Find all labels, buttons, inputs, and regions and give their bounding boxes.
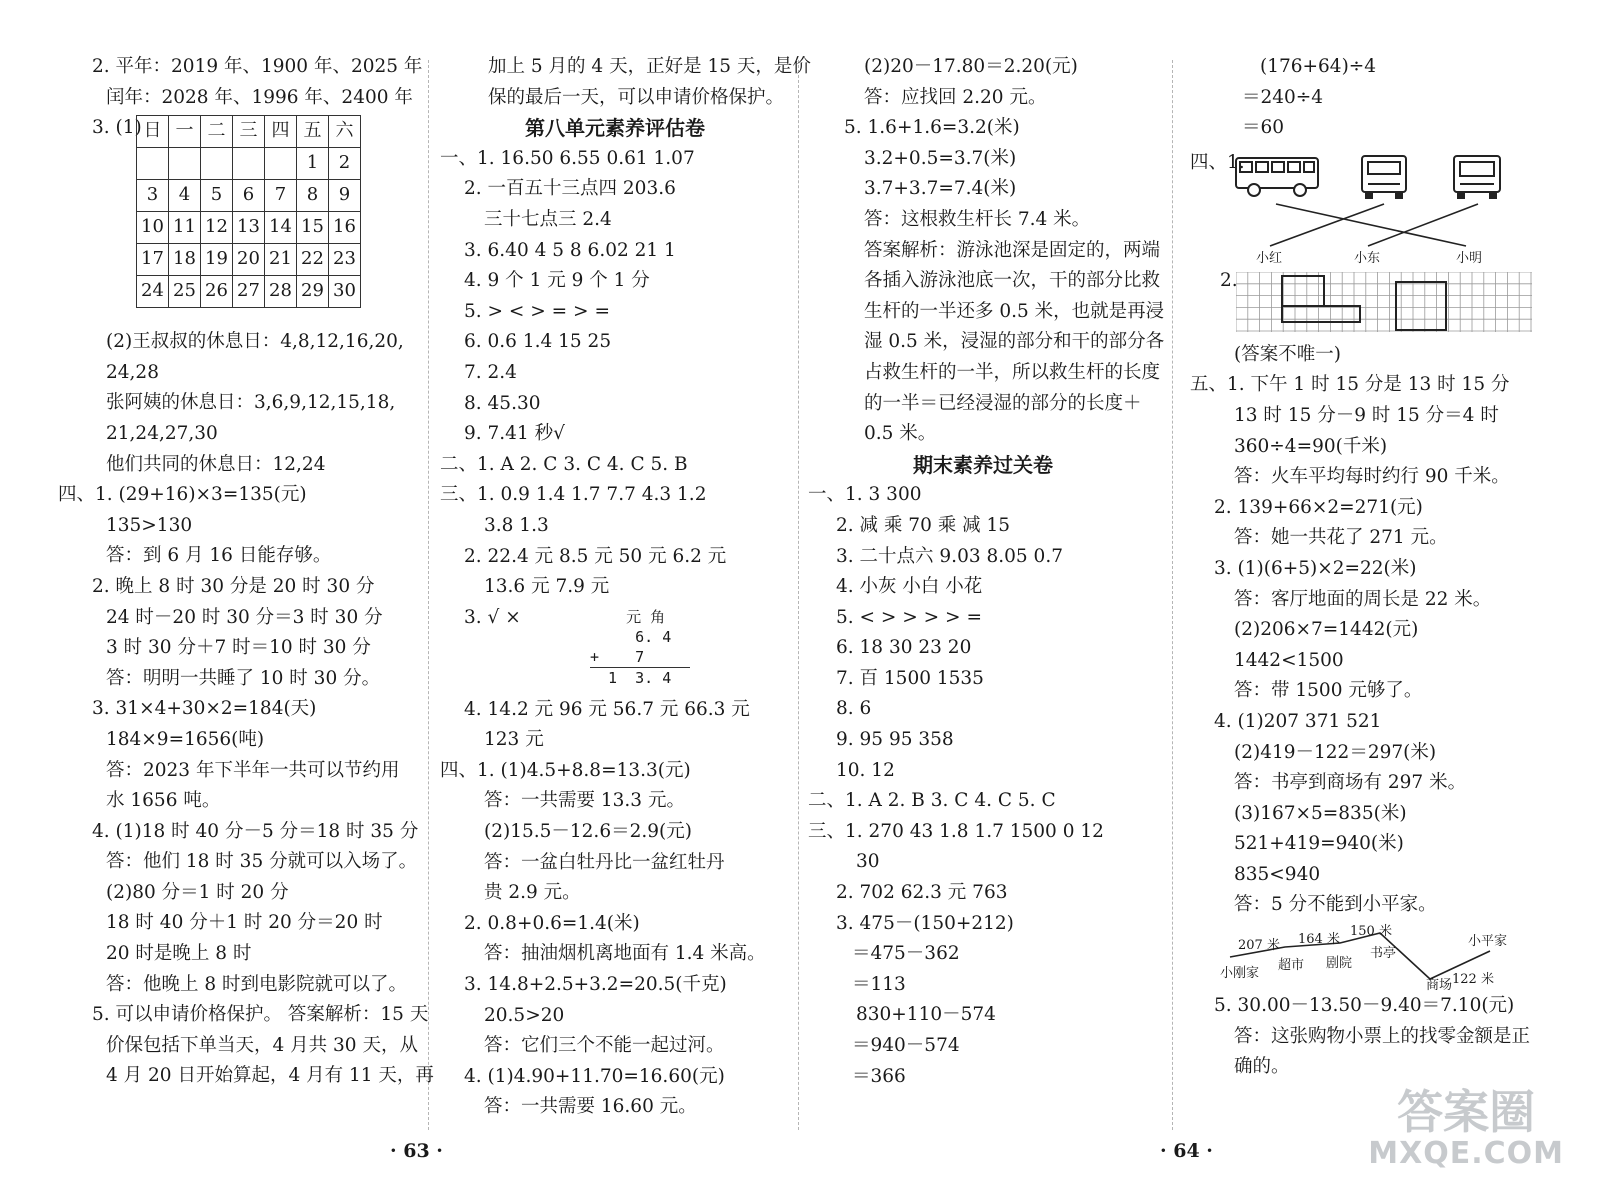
text-line: 6. 18 30 23 20 bbox=[836, 637, 972, 659]
calendar-cell: 30 bbox=[329, 276, 361, 308]
text-line: 135>130 bbox=[106, 514, 193, 536]
text-line: 占救生杆的一半，所以救生杆的长度 bbox=[864, 361, 1161, 383]
route-label: 商场 bbox=[1426, 978, 1453, 992]
calendar-header: 三 bbox=[233, 116, 265, 148]
rectangle-shape bbox=[1282, 276, 1324, 306]
text-line: 4. (1)207 371 521 bbox=[1214, 710, 1382, 732]
calendar-header: 日 bbox=[137, 116, 169, 148]
calendar-cell: 6 bbox=[233, 180, 265, 212]
text-line: 保的最后一天，可以申请价格保护。 bbox=[488, 86, 785, 108]
text-line: 5. 可以申请价格保护。 答案解析：15 天 bbox=[92, 1004, 429, 1026]
text-line: 1442<1500 bbox=[1234, 649, 1344, 671]
text-line: 水 1656 吨。 bbox=[106, 790, 221, 812]
text-line: 答：这根救生杆长 7.4 米。 bbox=[864, 208, 1091, 230]
match-name: 小红 bbox=[1256, 250, 1283, 264]
text-line: 3. (1) bbox=[92, 117, 142, 139]
calendar-header-row bbox=[137, 116, 361, 148]
text-line: 3. 31×4+30×2=184(天) bbox=[92, 698, 317, 720]
calendar-header: 二 bbox=[201, 116, 233, 148]
calendar-cell: 2 bbox=[329, 148, 361, 180]
text-line: ＝60 bbox=[1242, 117, 1285, 139]
text-line: (2)80 分＝1 时 20 分 bbox=[106, 881, 289, 903]
text-line: 确的。 bbox=[1234, 1056, 1290, 1078]
calendar-cell: 11 bbox=[169, 212, 201, 244]
text-line: 24,28 bbox=[106, 361, 159, 383]
text-line: 2. 晚上 8 时 30 分是 20 时 30 分 bbox=[92, 575, 375, 597]
text-line: 2. 22.4 元 8.5 元 50 元 6.2 元 bbox=[464, 545, 727, 567]
text-line: 5. 1.6+1.6=3.2(米) bbox=[844, 117, 1020, 139]
text-line: 7. 百 1500 1535 bbox=[836, 667, 984, 689]
text-line: 4. (1)4.90+11.70=16.60(元) bbox=[464, 1065, 725, 1087]
page-number: · 64 · bbox=[1160, 1140, 1213, 1162]
calendar-cell bbox=[137, 148, 169, 180]
text-line: 8. 6 bbox=[836, 698, 872, 720]
calendar-cell: 24 bbox=[137, 276, 169, 308]
route-label: 超市 bbox=[1278, 958, 1305, 974]
calendar-row bbox=[137, 180, 361, 212]
grid-figure bbox=[1190, 266, 1560, 340]
text-line: 答：2023 年下半年一共可以节约用 bbox=[106, 759, 400, 781]
text-line: 答：它们三个不能一起过河。 bbox=[484, 1035, 725, 1057]
calendar-cell: 25 bbox=[169, 276, 201, 308]
text-line: 各插入游泳池底一次，干的部分比救 bbox=[864, 270, 1161, 292]
text-line: (2)206×7=1442(元) bbox=[1234, 619, 1419, 641]
text-line: 答：一共需要 16.60 元。 bbox=[484, 1096, 697, 1118]
text-line: 答：明明一共睡了 10 时 30 分。 bbox=[106, 667, 381, 689]
text-line: 521+419=940(米) bbox=[1234, 833, 1404, 855]
calendar-cell: 4 bbox=[169, 180, 201, 212]
watermark-url: MXQE.COM bbox=[1368, 1136, 1564, 1171]
text-line: 2. 139+66×2=271(元) bbox=[1214, 496, 1423, 518]
text-line: 加上 5 月的 4 天，正好是 15 天，是价 bbox=[488, 56, 811, 77]
page-number: · 63 · bbox=[390, 1140, 443, 1162]
text-line: 360÷4=90(千米) bbox=[1234, 435, 1388, 457]
column-divider bbox=[428, 60, 429, 1130]
text-line: (3)167×5=835(米) bbox=[1234, 802, 1407, 824]
calendar-table bbox=[136, 115, 361, 308]
route-label: 122 米 bbox=[1452, 972, 1494, 988]
calendar-cell: 17 bbox=[137, 244, 169, 276]
bus-front-icon bbox=[1362, 156, 1406, 198]
text-line: 答：应找回 2.20 元。 bbox=[864, 86, 1047, 108]
text-line: (2)419－122＝297(米) bbox=[1234, 741, 1437, 763]
vertical-calc-block bbox=[440, 603, 810, 695]
route-label: 150 米 bbox=[1350, 924, 1392, 940]
vertical-calculation bbox=[590, 607, 690, 688]
calendar-cell: 20 bbox=[233, 244, 265, 276]
text-line: 三、1. 0.9 1.4 1.7 7.7 4.3 1.2 bbox=[440, 484, 707, 506]
text-line: ＝240÷4 bbox=[1242, 86, 1324, 108]
calendar-cell bbox=[233, 148, 265, 180]
text-line: 张阿姨的休息日：3,6,9,12,15,18, bbox=[106, 392, 396, 414]
text-line: 20 时是晚上 8 时 bbox=[106, 943, 252, 965]
text-line: 答：书亭到商场有 297 米。 bbox=[1234, 772, 1467, 794]
text-line: 123 元 bbox=[484, 729, 544, 751]
calendar-cell: 22 bbox=[297, 244, 329, 276]
text-line: 答：抽油烟机离地面有 1.4 米高。 bbox=[484, 943, 766, 965]
text-line: 3 时 30 分＋7 时＝10 时 30 分 bbox=[106, 637, 371, 659]
text-line: 4. 14.2 元 96 元 56.7 元 66.3 元 bbox=[464, 698, 750, 720]
text-line: (2)王叔叔的休息日：4,8,12,16,20, bbox=[106, 331, 404, 353]
text-line: 184×9=1656(吨) bbox=[106, 728, 265, 750]
calendar-row bbox=[137, 244, 361, 276]
route-label: 剧院 bbox=[1326, 956, 1353, 972]
calendar-cell: 27 bbox=[233, 276, 265, 308]
text-line: (答案不唯一) bbox=[1234, 343, 1341, 365]
grid-lines bbox=[1236, 272, 1532, 332]
watermark-text: 答案圈 bbox=[1397, 1085, 1536, 1139]
text-line: 3. 二十点六 9.03 8.05 0.7 bbox=[836, 545, 1063, 567]
matching-lines bbox=[1270, 204, 1478, 246]
calendar-cell: 9 bbox=[329, 180, 361, 212]
text-line: 3. (1)(6+5)×2=22(米) bbox=[1214, 557, 1417, 579]
calendar-cell: 1 bbox=[297, 148, 329, 180]
column-2 bbox=[440, 52, 810, 1123]
calc-row: 元 角 bbox=[590, 607, 666, 626]
text-line: 13.6 元 7.9 元 bbox=[484, 576, 610, 598]
text-line: 4. 9 个 1 元 9 个 1 分 bbox=[464, 270, 650, 292]
text-line: (2)20－17.80＝2.20(元) bbox=[864, 56, 1078, 77]
match-line bbox=[1270, 204, 1384, 246]
text-line: 2. 一百五十三点四 203.6 bbox=[464, 178, 676, 200]
text-line: 答：这张购物小票上的找零金额是正 bbox=[1234, 1025, 1531, 1047]
text-line: 四、1. (29+16)×3=135(元) bbox=[58, 484, 307, 506]
text-line: 闰年：2028 年、1996 年、2400 年 bbox=[106, 86, 413, 108]
text-line: 20.5>20 bbox=[484, 1004, 565, 1026]
text-line: 答：他晚上 8 时到电影院就可以了。 bbox=[106, 973, 408, 995]
text-line: 10. 12 bbox=[836, 759, 895, 781]
calendar-cell: 5 bbox=[201, 180, 233, 212]
text-line: 3. 475－(150+212) bbox=[836, 912, 1014, 934]
calendar-header: 五 bbox=[297, 116, 329, 148]
calc-row: 6. 4 bbox=[590, 627, 672, 646]
calendar-cell: 21 bbox=[265, 244, 297, 276]
calendar-cell: 28 bbox=[265, 276, 297, 308]
text-line: 二、1. A 2. B 3. C 4. C 5. C bbox=[808, 790, 1056, 812]
text-line: 答：她一共花了 271 元。 bbox=[1234, 527, 1448, 549]
column-3 bbox=[808, 52, 1178, 1092]
text-line: 四、1. bbox=[1190, 151, 1245, 173]
calendar-cell bbox=[169, 148, 201, 180]
square-grid-drawing bbox=[1236, 272, 1536, 336]
text-line: 答：带 1500 元够了。 bbox=[1234, 680, 1423, 702]
vehicle-matching-diagram bbox=[1234, 144, 1554, 264]
match-line bbox=[1276, 204, 1466, 246]
text-line: 答：到 6 月 16 日能存够。 bbox=[106, 545, 332, 567]
text-line: 5. 30.00－13.50－9.40＝7.10(元) bbox=[1214, 995, 1515, 1017]
calendar-cell bbox=[201, 148, 233, 180]
calc-row: 1 3. 4 bbox=[590, 668, 672, 687]
text-line: 3.8 1.3 bbox=[484, 514, 549, 536]
section-title: 期末素养过关卷 bbox=[913, 452, 1053, 477]
text-line: 答案解析：游泳池深是固定的，两端 bbox=[864, 239, 1161, 261]
text-line: (176+64)÷4 bbox=[1260, 56, 1377, 77]
text-line: 2. 702 62.3 元 763 bbox=[836, 882, 1008, 904]
calendar-cell: 15 bbox=[297, 212, 329, 244]
text-line: 贵 2.9 元。 bbox=[484, 882, 581, 904]
text-line: 21,24,27,30 bbox=[106, 422, 218, 444]
text-line: 四、1. (1)4.5+8.8=13.3(元) bbox=[440, 759, 691, 781]
bus-back-icon bbox=[1454, 156, 1500, 198]
text-line: 的一半＝已经浸湿的部分的长度＋ bbox=[864, 392, 1142, 414]
route-label: 小刚家 bbox=[1220, 966, 1260, 982]
text-line: 3. 6.40 4 5 8 6.02 21 1 bbox=[464, 239, 676, 261]
calendar-cell: 19 bbox=[201, 244, 233, 276]
calendar-cell: 3 bbox=[137, 180, 169, 212]
calendar-cell: 14 bbox=[265, 212, 297, 244]
text-line: 3.2+0.5=3.7(米) bbox=[864, 147, 1017, 169]
text-line: 价保包括下单当天，4 月共 30 天，从 bbox=[106, 1034, 418, 1056]
text-line: 6. 0.6 1.4 15 25 bbox=[464, 331, 612, 353]
match-name: 小东 bbox=[1354, 250, 1381, 264]
text-line: 五、1. 下午 1 时 15 分是 13 时 15 分 bbox=[1190, 374, 1510, 396]
calendar-cell: 29 bbox=[297, 276, 329, 308]
rectangle-shape bbox=[1282, 306, 1360, 322]
text-line: ＝366 bbox=[852, 1065, 906, 1087]
calendar-cell: 8 bbox=[297, 180, 329, 212]
text-line: 三十七点三 2.4 bbox=[484, 208, 612, 230]
calendar-row bbox=[137, 148, 361, 180]
calc-row: + 7 bbox=[590, 647, 645, 666]
text-line: 3. 14.8+2.5+3.2=20.5(千克) bbox=[464, 974, 727, 996]
text-line: 24 时－20 时 30 分＝3 时 30 分 bbox=[106, 606, 383, 628]
text-line: 生杆的一半还多 0.5 米，也就是再浸 bbox=[864, 300, 1165, 322]
text-line: 7. 2.4 bbox=[464, 361, 517, 383]
route-label: 164 米 bbox=[1298, 932, 1340, 948]
text-line: 9. 95 95 358 bbox=[836, 729, 954, 751]
calendar-cell: 12 bbox=[201, 212, 233, 244]
text-line: 0.5 米。 bbox=[864, 423, 937, 445]
text-line: 830+110－574 bbox=[856, 1004, 996, 1026]
calendar-cell: 10 bbox=[137, 212, 169, 244]
text-line: 13 时 15 分－9 时 15 分＝4 时 bbox=[1234, 404, 1499, 426]
text-line: 他们共同的休息日：12,24 bbox=[106, 453, 326, 475]
text-line: 8. 45.30 bbox=[464, 392, 541, 414]
calendar-row bbox=[137, 276, 361, 308]
calendar-cell bbox=[265, 148, 297, 180]
text-line: (2)15.5－12.6＝2.9(元) bbox=[484, 821, 692, 843]
route-label: 小平家 bbox=[1468, 934, 1508, 950]
text-line: 答：他们 18 时 35 分就可以入场了。 bbox=[106, 851, 418, 873]
square-shape bbox=[1396, 282, 1446, 330]
section-title: 第八单元素养评估卷 bbox=[525, 116, 705, 141]
calendar-header: 一 bbox=[169, 116, 201, 148]
text-line: 2. 减 乘 70 乘 减 15 bbox=[836, 514, 1011, 536]
calendar-row bbox=[137, 212, 361, 244]
text-line: 18 时 40 分＋1 时 20 分＝20 时 bbox=[106, 912, 383, 934]
calendar-cell: 7 bbox=[265, 180, 297, 212]
text-line: 835<940 bbox=[1234, 863, 1321, 885]
match-name: 小明 bbox=[1456, 250, 1483, 264]
text-line: 9. 7.41 秒√ bbox=[464, 423, 565, 445]
calendar-cell: 13 bbox=[233, 212, 265, 244]
text-line: 5. > < > = > = bbox=[464, 300, 610, 322]
text-line: 答：5 分不能到小平家。 bbox=[1234, 894, 1437, 916]
route-label: 207 米 bbox=[1238, 938, 1280, 954]
text-line: 2. bbox=[1220, 269, 1238, 291]
text-line: 答：客厅地面的周长是 22 米。 bbox=[1234, 588, 1492, 610]
bus-side-icon bbox=[1236, 158, 1318, 196]
route-label: 书亭 bbox=[1370, 946, 1397, 962]
text-line: ＝940－574 bbox=[852, 1035, 960, 1056]
text-line: ＝113 bbox=[852, 973, 906, 995]
calendar-header: 四 bbox=[265, 116, 297, 148]
text-line: 湿 0.5 米，浸湿的部分和干的部分各 bbox=[864, 331, 1165, 353]
route-diagram bbox=[1190, 921, 1520, 991]
text-line: 4. 小灰 小白 小花 bbox=[836, 576, 983, 598]
calendar-cell: 18 bbox=[169, 244, 201, 276]
text-line: 3. √ × bbox=[464, 606, 521, 628]
text-line: 答：火车平均每时约行 90 千米。 bbox=[1234, 466, 1510, 488]
calendar-header: 六 bbox=[329, 116, 361, 148]
text-line: 一、1. 16.50 6.55 0.61 1.07 bbox=[440, 147, 695, 169]
calendar-cell: 23 bbox=[329, 244, 361, 276]
text-line: 4 月 20 日开始算起，4 月有 11 天，再 bbox=[106, 1065, 434, 1087]
text-line: 三、1. 270 43 1.8 1.7 1500 0 12 bbox=[808, 820, 1104, 842]
text-line: 3.7+3.7=7.4(米) bbox=[864, 178, 1017, 200]
text-line: 2. 0.8+0.6=1.4(米) bbox=[464, 912, 640, 934]
text-line: 5. < > > > > = bbox=[836, 606, 982, 628]
calendar-cell: 16 bbox=[329, 212, 361, 244]
matching-figure bbox=[1190, 144, 1560, 266]
watermark-logo bbox=[1368, 1085, 1564, 1171]
text-line: 2. 平年：2019 年、1900 年、2025 年 bbox=[92, 56, 423, 77]
calendar-cell: 26 bbox=[201, 276, 233, 308]
text-line: 4. (1)18 时 40 分－5 分＝18 时 35 分 bbox=[92, 820, 419, 842]
match-line bbox=[1368, 204, 1478, 246]
text-line: 一、1. 3 300 bbox=[808, 484, 922, 506]
text-line: ＝475－362 bbox=[852, 943, 960, 965]
column-1 bbox=[58, 52, 434, 1092]
calendar-block bbox=[58, 113, 428, 327]
column-4 bbox=[1190, 52, 1560, 1083]
text-line: 答：一盆白牡丹比一盆红牡丹 bbox=[484, 851, 725, 873]
text-line: 30 bbox=[856, 851, 880, 873]
text-line: 二、1. A 2. C 3. C 4. C 5. B bbox=[440, 453, 688, 475]
text-line: 答：一共需要 13.3 元。 bbox=[484, 790, 685, 812]
